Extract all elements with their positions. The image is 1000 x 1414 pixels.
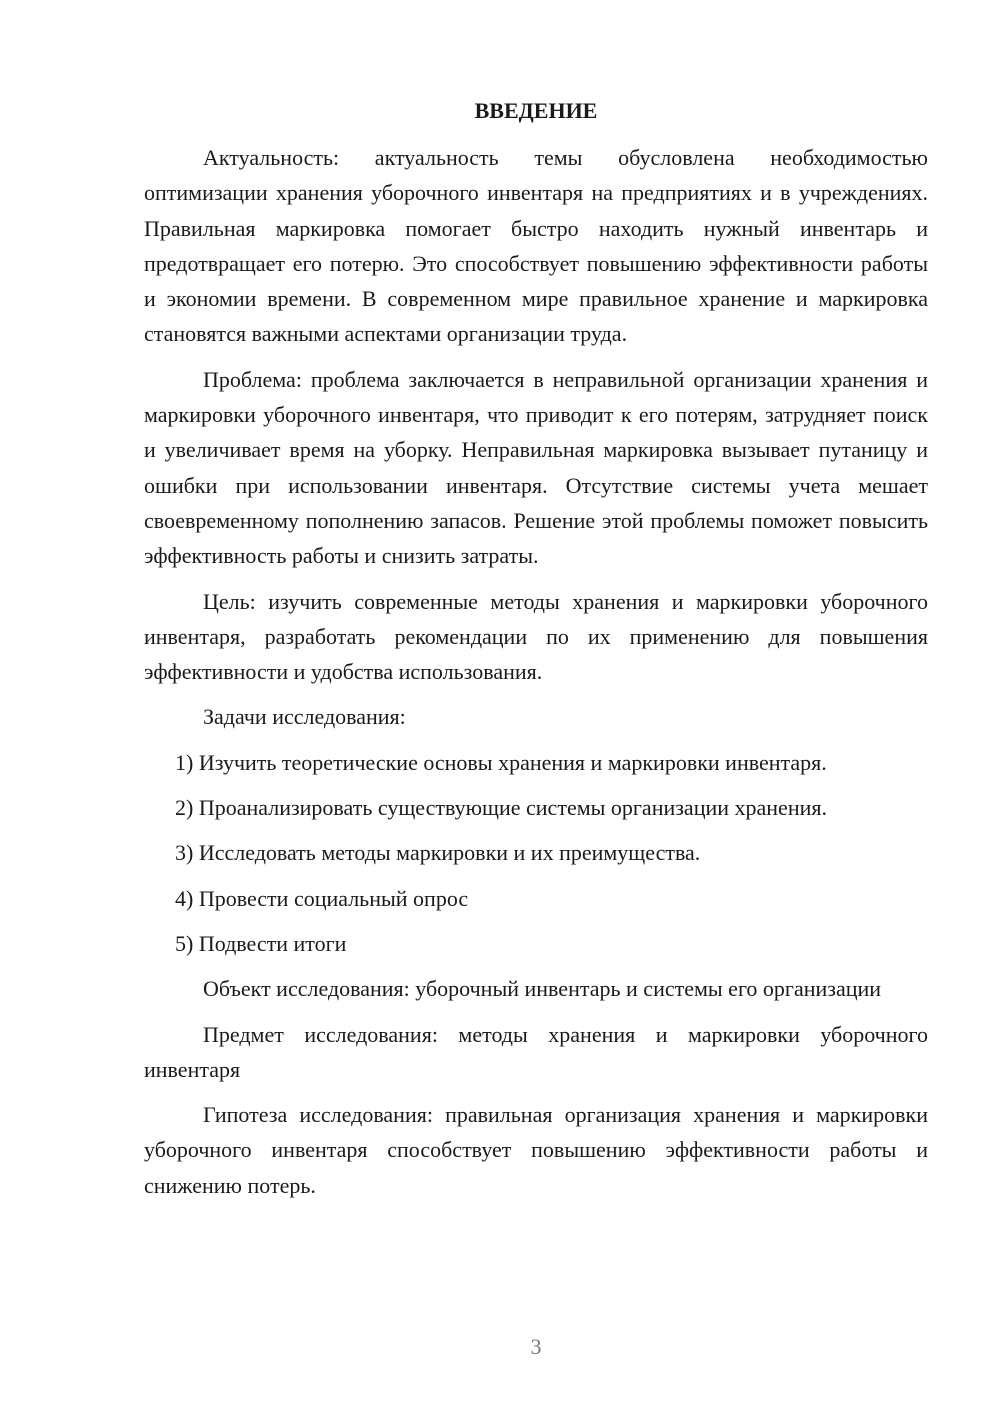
task-item: 2) Проанализировать существующие системы организации хранения.	[175, 795, 827, 821]
goal-paragraph: Цель: изучить современные методы хранения и маркировки уборочного инвентаря, разработать рекомендации по их применению для повышения эффективности и удобства использования.	[144, 588, 928, 685]
task-item: 5) Подвести итоги	[175, 930, 347, 956]
tasks-list	[144, 745, 928, 961]
relevance-paragraph: Актуальность: актуальность темы обусловлена необходимостью оптимизации хранения уборочного инвентаря на предприятиях и в учреждениях. Правильная маркировка помогает быстро находить нужный инвентарь и предотвращает его потерю. Это способствует повышению эффективности работы и экономии времени. В современном мире правильное хранение и маркировка становятся важными аспектами организации труда.	[144, 145, 928, 347]
task-item: 4) Провести социальный опрос	[175, 885, 469, 911]
hypothesis-paragraph: Гипотеза исследования: правильная организация хранения и маркировки уборочного инвентаря способствует повышению эффективности работы и снижению потерь.	[144, 1102, 928, 1198]
section-heading: ВВЕДЕНИЕ	[474, 98, 598, 123]
task-item: 3) Исследовать методы маркировки и их преимущества.	[175, 840, 701, 866]
page-number: 3	[530, 1334, 542, 1359]
page-content	[144, 97, 928, 1213]
problem-paragraph: Проблема: проблема заключается в неправильной организации хранения и маркировки уборочного инвентаря, что приводит к его потерям, затрудняет поиск и увеличивает время на уборку. Неправильная маркировка вызывает путаницу и ошибки при использовании инвентаря. Отсутствие системы учета мешает своевременному пополнению запасов. Решение этой проблемы поможет повысить эффективность работы и снизить затраты.	[144, 366, 928, 569]
subject-paragraph: Предмет исследования: методы хранения и маркировки уборочного инвентаря	[144, 1021, 928, 1082]
object-paragraph: Объект исследования: уборочный инвентарь и системы его организации	[203, 976, 882, 1002]
tasks-title: Задачи исследования:	[203, 704, 406, 730]
task-item: 1) Изучить теоретические основы хранения и маркировки инвентаря.	[175, 749, 827, 775]
